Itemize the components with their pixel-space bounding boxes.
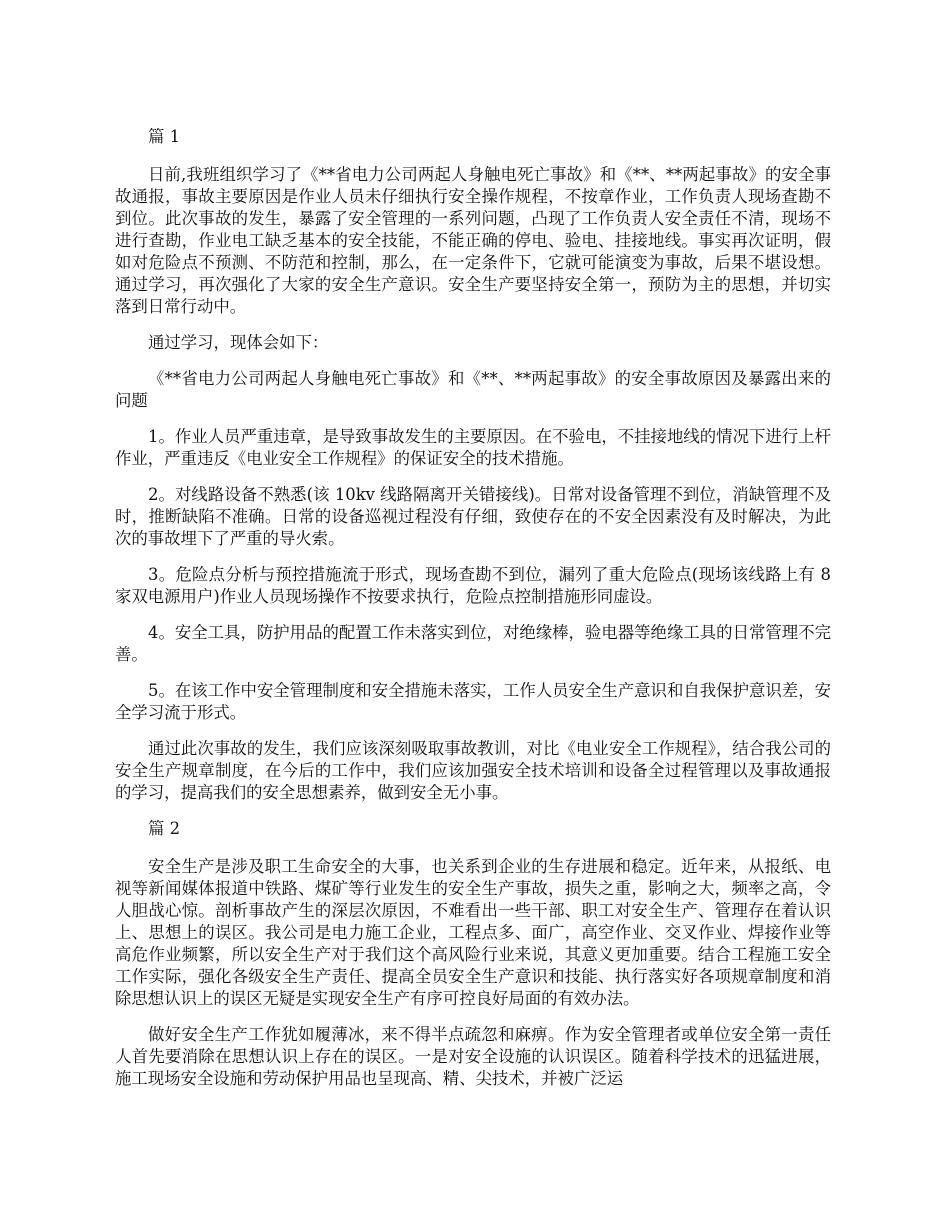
section-1-paragraph-6: 3。危险点分析与预控措施流于形式，现场查勘不到位，漏列了重大危险点(现场该线路上有 8 家双电源用户)作业人员现场操作不按要求执行，危险点控制措施形同虚设。 <box>115 565 831 606</box>
document-body <box>115 126 831 1090</box>
section-1-paragraph-3: 《**省电力公司两起人身触电死亡事故》和《**、**两起事故》的安全事故原因及暴露出来的问题 <box>115 369 831 410</box>
section-1-paragraph-7: 4。安全工具，防护用品的配置工作未落实到位，对绝缘棒，验电器等绝缘工具的日常管理不完善。 <box>115 623 831 664</box>
section-2-paragraph-2: 做好安全生产工作犹如履薄冰，来不得半点疏忽和麻痹。作为安全管理者或单位安全第一责任人首先要消除在思想认识上存在的误区。一是对安全设施的认识误区。随着科学技术的迅猛进展，施工现场安全设施和劳动保护用品也呈现高、精、尖技术，并被广泛运 <box>115 1025 831 1088</box>
section-1-paragraph-9: 通过此次事故的发生，我们应该深刻吸取事故教训，对比《电业安全工作规程》，结合我公司的安全生产规章制度，在今后的工作中，我们应该加强安全技术培训和设备全过程管理以及事故通报的学习，提高我们的安全思想素养，做到安全无小事。 <box>115 739 831 802</box>
section-1-heading: 篇 1 <box>148 127 181 146</box>
section-1-paragraph-4: 1。作业人员严重违章，是导致事故发生的主要原因。在不验电，不挂接地线的情况下进行上杆作业，严重违反《电业安全工作规程》的保证安全的技术措施。 <box>115 427 831 468</box>
section-1-paragraph-5: 2。对线路设备不熟悉(该 10kv 线路隔离开关错接线)。日常对设备管理不到位，消缺管理不及时，推断缺陷不准确。日常的设备巡视过程没有仔细，致使存在的不安全因素没有及时解决，为此次的事故埋下了严重的导火索。 <box>115 485 831 548</box>
section-2-heading: 篇 2 <box>148 819 181 838</box>
section-1-paragraph-2: 通过学习，现体会如下： <box>148 333 329 352</box>
section-2-paragraph-1: 安全生产是涉及职工生命安全的大事，也关系到企业的生存进展和稳定。近年来，从报纸、电视等新闻媒体报道中铁路、煤矿等行业发生的安全生产事故，损失之重，影响之大，频率之高，令人胆战心惊。剖析事故产生的深层次原因，不难看出一些干部、职工对安全生产、管理存在着认识上、思想上的误区。我公司是电力施工企业，工程点多、面广，高空作业、交叉作业、焊接作业等高危作业频繁，所以安全生产对于我们这个高风险行业来说，其意义更加重要。结合工程施工安全工作实际，强化各级安全生产责任、提高全员安全生产意识和技能、执行落实好各项规章制度和消除思想认识上的误区无疑是实现安全生产有序可控良好局面的有效办法。 <box>115 857 831 1008</box>
section-1-paragraph-8: 5。在该工作中安全管理制度和安全措施未落实，工作人员安全生产意识和自我保护意识差，安全学习流于形式。 <box>115 681 831 722</box>
section-1-paragraph-1: 日前,我班组织学习了《**省电力公司两起人身触电死亡事故》和《**、**两起事故》的安全事故通报，事故主要原因是作业人员未仔细执行安全操作规程，不按章作业，工作负责人现场查勘不到位。此次事故的发生，暴露了安全管理的一系列问题，凸现了工作负责人安全责任不清，现场不进行查勘，作业电工缺乏基本的安全技能，不能正确的停电、验电、挂接地线。事实再次证明，假如对危险点不预测、不防范和控制，那么，在一定条件下，它就可能演变为事故，后果不堪设想。通过学习，再次强化了大家的安全生产意识。安全生产要坚持安全第一，预防为主的思想，并切实落到日常行动中。 <box>115 165 831 316</box>
